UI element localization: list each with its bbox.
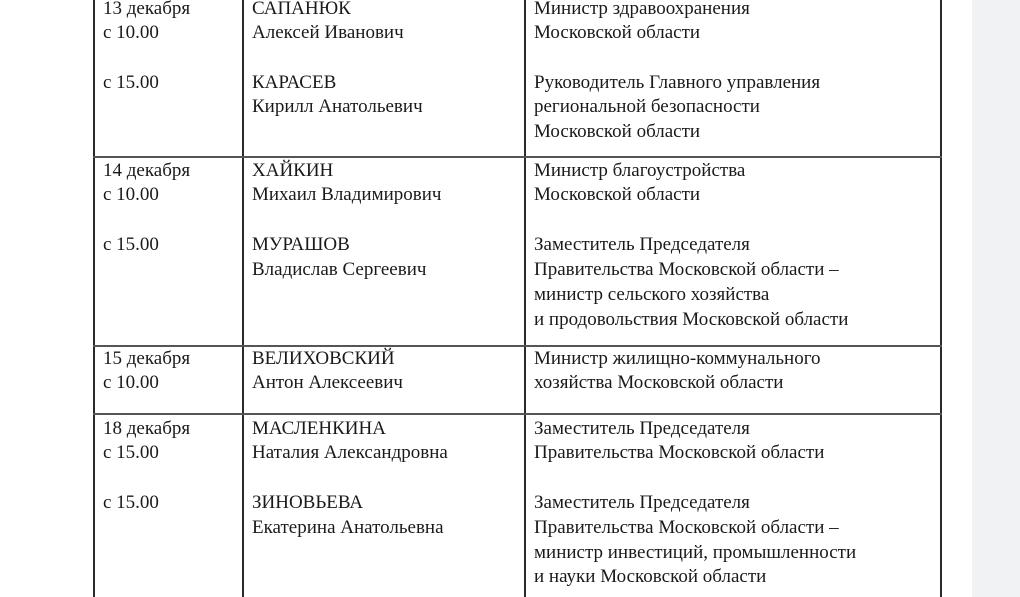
table-border-col3 — [524, 0, 526, 597]
position-line: хозяйства Московской области — [534, 372, 784, 393]
table-border-right — [940, 0, 942, 597]
position-line: Министр здравоохранения — [534, 0, 750, 19]
position-line: Московской области — [534, 121, 701, 142]
given-name-cell: Владислав Сергеевич — [252, 259, 427, 280]
date-cell: 13 декабря — [103, 0, 191, 19]
position-line: Министр благоустройства — [534, 160, 746, 181]
position-line: региональной безопасности — [534, 96, 760, 117]
table-border-col2 — [242, 0, 244, 597]
position-line: министр инвестиций, промышленности — [534, 542, 857, 563]
date-cell: 14 декабря — [103, 160, 191, 181]
position-line: Московской области — [534, 184, 701, 205]
position-line: Заместитель Председателя — [534, 492, 750, 513]
date-cell: 18 декабря — [103, 418, 191, 439]
time-cell: с 10.00 — [103, 22, 159, 43]
time-cell: с 15.00 — [103, 442, 159, 463]
viewer-side-panel — [972, 0, 1020, 597]
position-line: Заместитель Председателя — [534, 418, 750, 439]
position-line: Заместитель Председателя — [534, 234, 750, 255]
surname-cell: ХАЙКИН — [252, 160, 334, 181]
given-name-cell: Михаил Владимирович — [252, 184, 442, 205]
position-line: Министр жилищно-коммунального — [534, 348, 821, 369]
date-cell: 15 декабря — [103, 348, 191, 369]
position-line: министр сельского хозяйства — [534, 284, 770, 305]
time-cell: с 15.00 — [103, 492, 159, 513]
position-line: Руководитель Главного управления — [534, 72, 821, 93]
given-name-cell: Наталия Александровна — [252, 442, 448, 463]
given-name-cell: Алексей Иванович — [252, 22, 404, 43]
time-cell: с 15.00 — [103, 234, 159, 255]
surname-cell: САПАНЮК — [252, 0, 351, 19]
position-line: Правительства Московской области — [534, 442, 825, 463]
position-line: и продовольствия Московской области — [534, 309, 849, 330]
position-line: Правительства Московской области – — [534, 517, 839, 538]
surname-cell: ВЕЛИХОВСКИЙ — [252, 348, 395, 369]
row-separator — [93, 156, 942, 158]
position-line: Правительства Московской области – — [534, 259, 839, 280]
table-border-left — [93, 0, 95, 597]
surname-cell: МАСЛЕНКИНА — [252, 418, 386, 439]
time-cell: с 10.00 — [103, 184, 159, 205]
given-name-cell: Екатерина Анатольевна — [252, 517, 444, 538]
surname-cell: КАРАСЕВ — [252, 72, 337, 93]
row-separator — [93, 413, 942, 415]
time-cell: с 15.00 — [103, 72, 159, 93]
given-name-cell: Антон Алексеевич — [252, 372, 403, 393]
time-cell: с 10.00 — [103, 372, 159, 393]
position-line: и науки Московской области — [534, 566, 767, 587]
given-name-cell: Кирилл Анатольевич — [252, 96, 423, 117]
position-line: Московской области — [534, 22, 701, 43]
surname-cell: МУРАШОВ — [252, 234, 350, 255]
surname-cell: ЗИНОВЬЕВА — [252, 492, 364, 513]
